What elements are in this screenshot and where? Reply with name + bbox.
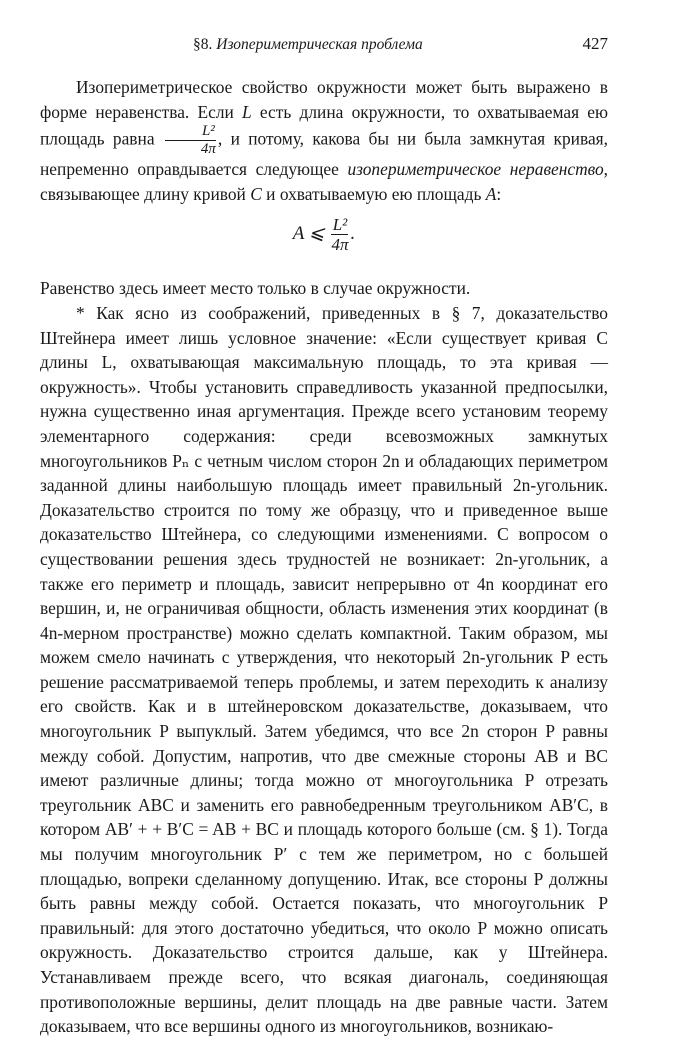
section-title: Изопериметрическая проблема [216,36,423,53]
fraction-numerator: L² [165,124,216,141]
paragraph-text: : [496,183,502,204]
running-head [193,36,423,54]
page-number: 427 [582,34,608,53]
formula-fraction [331,216,348,253]
variable-C: C [250,183,262,204]
formula-lhs: A ⩽ [292,223,325,245]
isoperimetric-inequality-formula [40,216,608,266]
fraction-denominator: 4π [200,141,216,158]
paragraph-text: , и потому, какова бы ни была замкнутая кривая, непременно оправдывается следующее [40,128,609,180]
paragraph-text: есть длина окружности, то охватываемая ею площадь равна [40,101,608,149]
paragraph-equality-case: Равенство здесь имеет место только в случае окружности. [40,278,471,299]
variable-A: A [485,183,497,204]
paragraph-steiner-proof: * Как ясно из соображений, приведенных в § 7, доказательство Штейнера имеет лишь условное значение: «Если существует кривая C длины L, охватывающая максимальную площадь, то эта кривая — окружность». Чтобы установить справедливость указанной предпосылки, нужна существенно иная аргументация. Прежде всего установим теорему элементарного содержания: среди всевозможных замкнутых многоугольников Pₙ с четным числом сторон 2n и обладающих периметром заданной длины наибольшую площадь имеет правильный 2n-угольник. Доказательство строится по тому же образцу, что и приведенное выше доказательство Штейнера, со следующими изменениями. С вопросом о существовании решения здесь трудностей не возникает: 2n-угольник, а также его периметр и площадь, зависит непрерывно от 4n координат его вершин, и, не ограничивая общности, область изменения этих координат (в 4n-мерном пространстве) можно сделать компактной. Таким образом, мы можем смело начинать с утверждения, что некоторый 2n-угольник P есть решение рассматриваемой теперь проблемы, и затем переходить к анализу его свойств. Как и в штейнеровском доказательстве, доказываем, что многоугольник P выпуклый. Затем убедимся, что все 2n сторон P равны между собой. Допустим, напротив, что две смежные стороны AB и BC имеют различные длины; тогда можно от многоугольника P отрезать треугольник ABC и заменить его равнобедренным треугольником AB′C, в котором AB′ + + B′C = AB + BC и площадь которого больше (см. § 1). Тогда мы получим многоугольник P′ с тем же периметром, но с большей площадью, вопреки сделанному допущению. Итак, все стороны P должны быть равны между собой. Остается показать, что многоугольник P правильный: для этого достаточно убедиться, что около P можно описать окружность. Доказательство строится дальше, как у Штейнера. Устанавливаем прежде всего, что всякая диагональ, соединяющая противоположные вершины, делит площадь на две равные части. Затем доказываем, что все вершины одного из многоугольников, возникаю- [40,302,608,1037]
formula-numerator: L² [332,215,348,235]
paragraph-text: , связывающее длину кривой [40,159,608,204]
paragraph-text: Изопериметрическое свойство окружности может быть выражено в форме неравенства. Если [40,77,608,122]
inline-fraction [165,124,216,157]
variable-L: L [242,101,252,122]
page-header [40,36,608,58]
section-mark: §8. [193,36,213,53]
paragraph-text: и охватываемую ею площадь [261,183,486,204]
formula-denominator: 4π [331,235,349,255]
formula-end: . [350,223,356,245]
italic-term: изопериметрическое неравенство [347,159,604,180]
body-text [40,75,608,1039]
paragraph-isoperimetric-property [40,75,608,206]
